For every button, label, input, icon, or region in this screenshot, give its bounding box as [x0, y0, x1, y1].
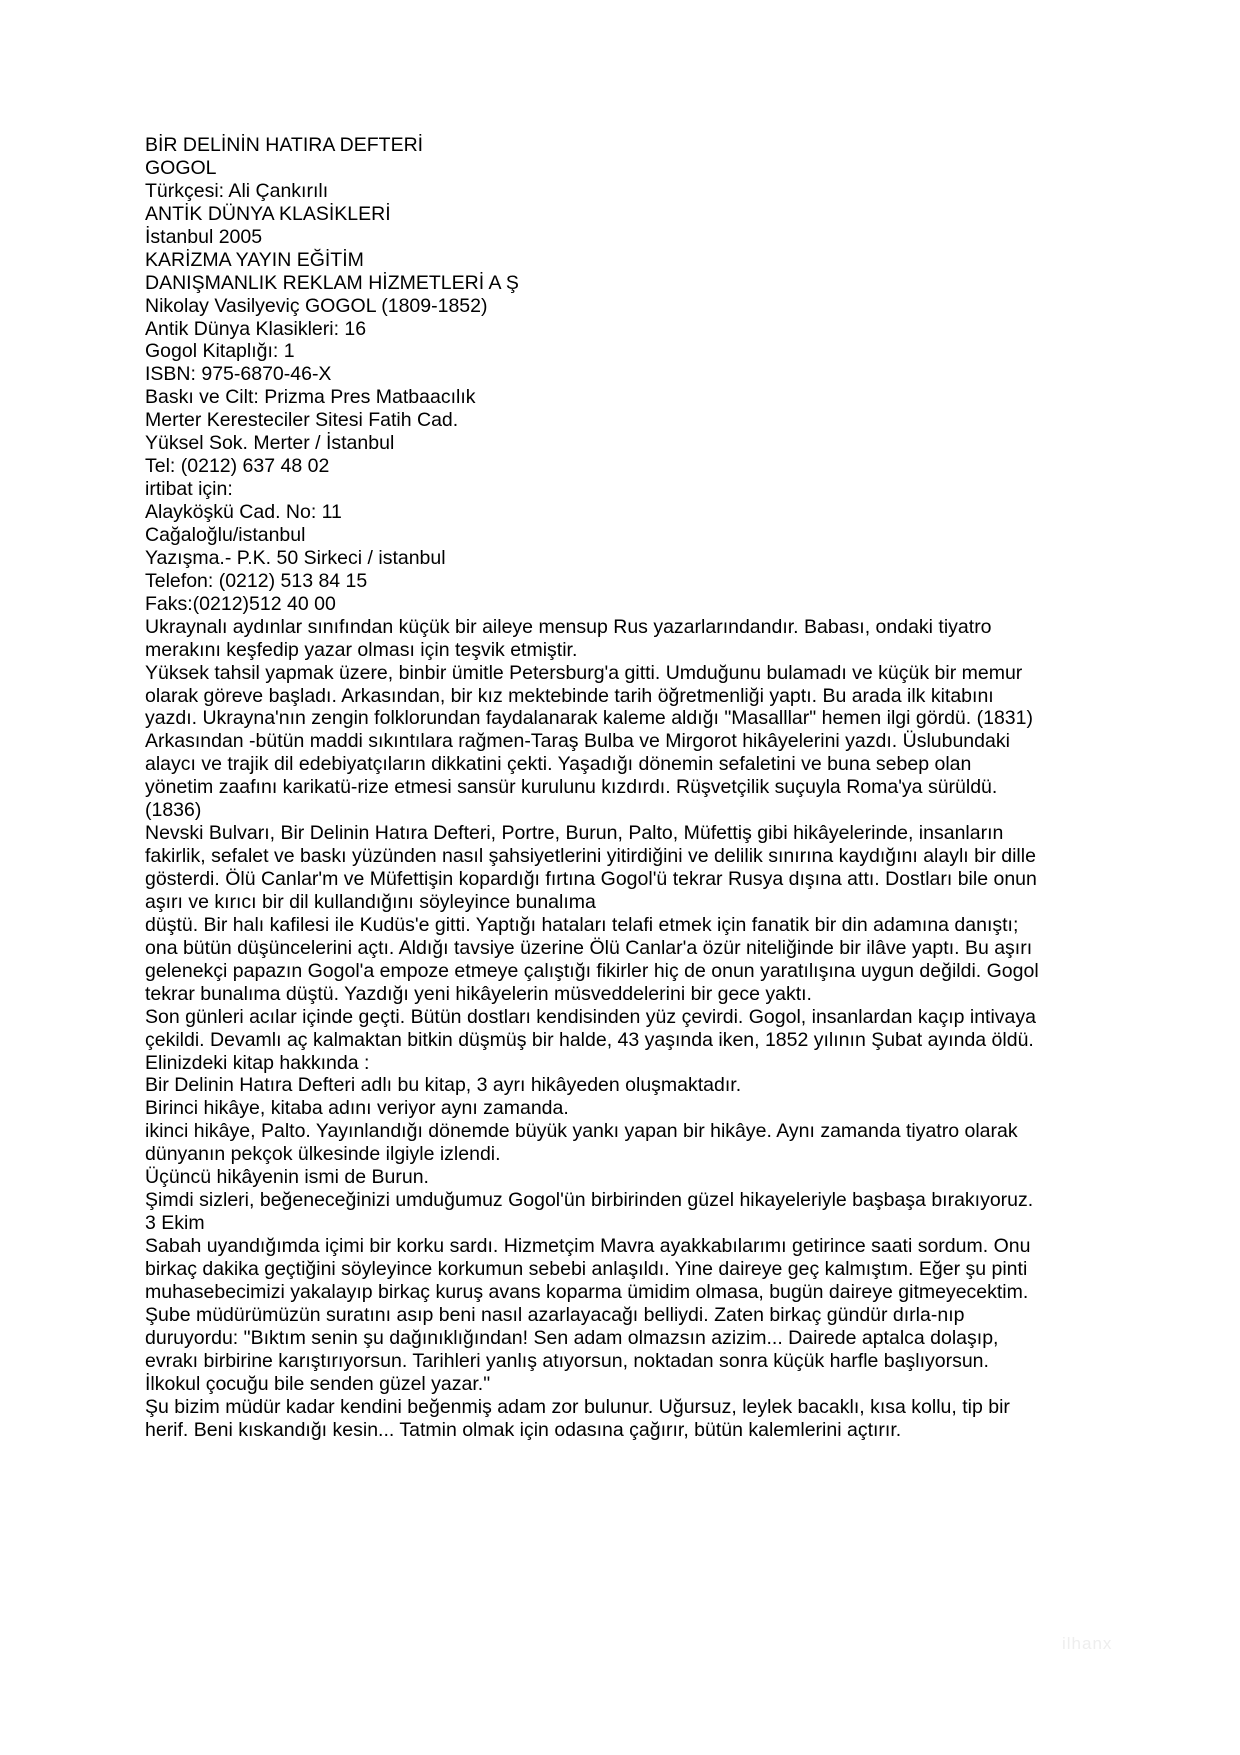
text-line: BİR DELİNİN HATIRA DEFTERİ — [145, 134, 424, 156]
text-line: Türkçesi: Ali Çankırılı — [145, 179, 329, 202]
text-line: dünyanın pekçok ülkesinde ilgiyle izlendi. — [145, 1143, 501, 1166]
text-line: aşırı ve kırıcı bir dil kullandığını söyleyince bunalıma — [145, 890, 596, 913]
text-line: Üçüncü hikâyenin ismi de Burun. — [145, 1166, 429, 1189]
text-line: GOGOL — [145, 156, 217, 179]
text-line: fakirlik, sefalet ve baskı yüzünden nasıl şahsiyetlerini yitirdiğini ve delilik sınırına kaydığını alaylı bir dille — [145, 845, 1036, 868]
text-line: (1836) — [145, 799, 202, 822]
text-line: Yüksek tahsil yapmak üzere, binbir ümitle Petersburg'a gitti. Umduğunu bulamadı ve küçük bir memur — [145, 661, 1023, 684]
text-line: Gogol Kitaplığı: 1 — [145, 340, 295, 363]
text-line: alaycı ve trajik dil edebiyatçıların dikkatini çekti. Yaşadığı dönemin sefaletini ve buna sebep olan — [145, 753, 972, 776]
text-line: 3 Ekim — [145, 1212, 205, 1235]
text-line: yazdı. Ukrayna'nın zengin folklorundan faydalanarak kaleme aldığı "Masalllar" hemen ilgi gördü. (1831) — [145, 707, 1033, 730]
text-line: irtibat için: — [145, 478, 233, 501]
text-lines — [145, 134, 1145, 1441]
text-line: birkaç dakika geçtiğini söyleyince korkumun sebebi anlaşıldı. Yine daireye geç kalmıştım. Eğer şu pinti — [145, 1257, 1028, 1280]
text-line: İlkokul çocuğu bile senden güzel yazar." — [145, 1372, 491, 1395]
text-line: düştü. Bir halı kafilesi ile Kudüs'e gitti. Yaptığı hataları telafi etmek için fanatik bir din adamına danıştı; — [145, 913, 1019, 936]
text-line: Şube müdürümüzün suratını asıp beni nasıl azarlayacağı belliydi. Zaten birkaç gündür dırla-nıp — [145, 1303, 965, 1326]
text-line: olarak göreve başladı. Arkasından, bir kız mektebinde tarih öğretmenliği yaptı. Bu arada ilk kitabını — [145, 684, 994, 707]
text-line: İstanbul 2005 — [145, 225, 263, 248]
text-line: Yazışma.- P.K. 50 Sirkeci / istanbul — [145, 546, 446, 569]
text-line: Nevski Bulvarı, Bir Delinin Hatıra Defteri, Portre, Burun, Palto, Müfettiş gibi hikâyelerinde, insanların — [145, 822, 1004, 845]
text-line: Merter Keresteciler Sitesi Fatih Cad. — [145, 409, 459, 432]
text-line: Telefon: (0212) 513 84 15 — [145, 569, 368, 592]
text-line: Ukraynalı aydınlar sınıfından küçük bir aileye mensup Rus yazarlarındandır. Babası, ondaki tiyatro — [145, 615, 992, 638]
text-line: Bir Delinin Hatıra Defteri adlı bu kitap, 3 ayrı hikâyeden oluşmaktadır. — [145, 1074, 742, 1097]
text-line: gelenekçi papazın Gogol'a empoze etmeye çalıştığı fikirler hiç de onun yaratılışına uygun değildi. Gogol — [145, 959, 1039, 982]
text-line: merakını keşfedip yazar olması için teşvik etmiştir. — [145, 638, 578, 661]
text-line: Baskı ve Cilt: Prizma Pres Matbaacılık — [145, 386, 476, 409]
text-line: Son günleri acılar içinde geçti. Bütün dostları kendisinden yüz çevirdi. Gogol, insanlardan kaçıp intivaya — [145, 1005, 1037, 1028]
text-line: evrakı birbirine karıştırıyorsun. Tarihleri yanlış atıyorsun, noktadan sonra küçük harfle başlıyorsun. — [145, 1349, 989, 1372]
text-line: Yüksel Sok. Merter / İstanbul — [145, 432, 395, 455]
text-line: Tel: (0212) 637 48 02 — [145, 455, 330, 478]
text-line: gösterdi. Ölü Canlar'm ve Müfettişin kopardığı fırtına Gogol'ü tekrar Rusya dışına attı. Dostları bile onun — [145, 868, 1037, 890]
text-line: ANTİK DÜNYA KLASİKLERİ — [145, 202, 391, 225]
text-line: herif. Beni kıskandığı kesin... Tatmin olmak için odasına çağırır, bütün kalemlerini açtırır. — [145, 1418, 902, 1441]
text-line: çekildi. Devamlı aç kalmaktan bitkin düşmüş bir halde, 43 yaşında iken, 1852 yılının Şubat ayında öldü. — [145, 1028, 1034, 1051]
text-line: Şimdi sizleri, beğeneceğinizi umduğumuz Gogol'ün birbirinden güzel hikayeleriyle başbaşa bırakıyoruz. — [145, 1189, 1034, 1212]
text-line: DANIŞMANLIK REKLAM HİZMETLERİ A Ş — [145, 271, 519, 294]
text-line: tekrar bunalıma düştü. Yazdığı yeni hikâyelerin müsveddelerini bir gece yaktı. — [145, 982, 812, 1005]
text-line: ona bütün düşüncelerini açtı. Aldığı tavsiye üzerine Ölü Canlar'a özür niteliğinde bir ilâve yaptı. Bu aşırı — [145, 936, 1033, 959]
text-line: Antik Dünya Klasikleri: 16 — [145, 317, 367, 340]
text-line: Elinizdeki kitap hakkında : — [145, 1051, 370, 1074]
text-line: muhasebecimizi yakalayıp birkaç kuruş avans koparma ümidim olmasa, bugün daireye gitmeyecektim. — [145, 1280, 1029, 1303]
text-line: Faks:(0212)512 40 00 — [145, 592, 336, 615]
text-line: KARİZMA YAYIN EĞİTİM — [145, 248, 364, 271]
watermark: ilhanx — [1062, 1634, 1113, 1653]
text-line: Alayköşkü Cad. No: 11 — [145, 501, 342, 523]
text-line: Arkasından -bütün maddi sıkıntılara rağmen-Taraş Bulba ve Mirgorot hikâyelerini yazdı. Üslubundaki — [145, 730, 1010, 753]
text-line: Birinci hikâye, kitaba adını veriyor aynı zamanda. — [145, 1097, 569, 1120]
text-line: Sabah uyandığımda içimi bir korku sardı. Hizmetçim Mavra ayakkabılarımı getirince saati sordum. Onu — [145, 1235, 1031, 1257]
text-line: Cağaloğlu/istanbul — [145, 523, 306, 546]
text-line: Şu bizim müdür kadar kendini beğenmiş adam zor bulunur. Uğursuz, leylek bacaklı, kısa kollu, tip bir — [145, 1395, 1010, 1418]
text-line: ikinci hikâye, Palto. Yayınlandığı dönemde büyük yankı yapan bir hikâye. Aynı zamanda tiyatro olarak — [145, 1120, 1018, 1143]
text-line: ISBN: 975-6870-46-X — [145, 363, 332, 386]
text-line: yönetim zaafını karikatü-rize etmesi sansür kurulunu kızdırdı. Rüşvetçilik suçuyla Roma'ya sürüldü. — [145, 776, 998, 799]
text-line: Nikolay Vasilyeviç GOGOL (1809-1852) — [145, 294, 488, 317]
text-line: duruyordu: "Bıktım senin şu dağınıklığından! Sen adam olmazsın azizim... Dairede aptalca dolaşıp, — [145, 1326, 999, 1349]
